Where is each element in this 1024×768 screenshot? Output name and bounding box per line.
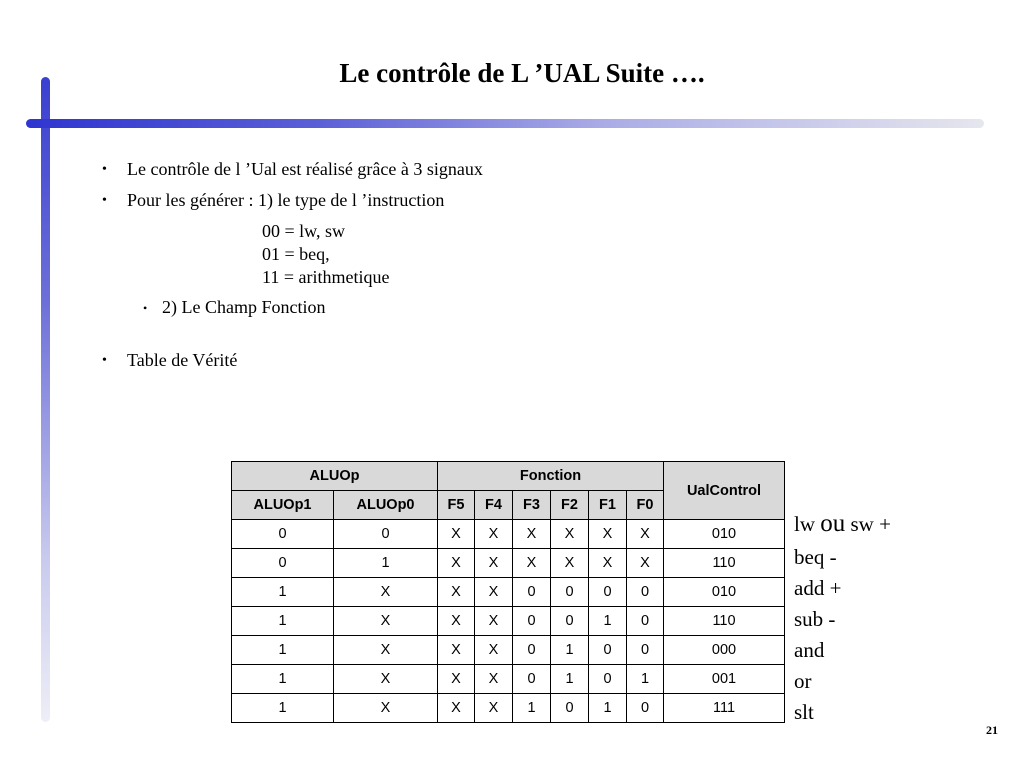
- table-row: [232, 636, 785, 665]
- table-cell: X: [589, 549, 627, 578]
- subline-2: 01 = beq,: [262, 244, 330, 264]
- table-cell: X: [438, 549, 475, 578]
- side-label-5: and: [794, 638, 825, 662]
- table-cell: X: [475, 694, 513, 723]
- table-cell: X: [551, 549, 589, 578]
- table-cell: X: [334, 665, 438, 694]
- side-label-1: [794, 510, 891, 538]
- table-cell: X: [475, 607, 513, 636]
- table-cell: 0: [551, 694, 589, 723]
- col-f1: F1: [589, 491, 627, 520]
- table-cell: X: [475, 665, 513, 694]
- slide-title: Le contrôle de L ’UAL Suite ….: [339, 58, 705, 88]
- header-ualcontrol: UalControl: [664, 462, 785, 520]
- col-f4: F4: [475, 491, 513, 520]
- table-cell: 1: [232, 694, 334, 723]
- table-cell: 0: [627, 694, 664, 723]
- bullet-text-3: 2) Le Champ Fonction: [162, 297, 326, 317]
- table-cell: 110: [664, 549, 785, 578]
- table-cell: 111: [664, 694, 785, 723]
- table-row: [232, 520, 785, 549]
- table-cell: 1: [232, 636, 334, 665]
- table-cell: 110: [664, 607, 785, 636]
- table-cell: 010: [664, 578, 785, 607]
- page-number: 21: [986, 723, 998, 737]
- table-cell: 0: [627, 636, 664, 665]
- table-row: [232, 549, 785, 578]
- table-row: [232, 694, 785, 723]
- col-f2: F2: [551, 491, 589, 520]
- table-cell: X: [334, 636, 438, 665]
- table-cell: 0: [627, 578, 664, 607]
- table-cell: X: [438, 665, 475, 694]
- table-cell: X: [513, 549, 551, 578]
- table-cell: 0: [627, 607, 664, 636]
- col-f5: F5: [438, 491, 475, 520]
- bullet-dot: •: [143, 301, 148, 315]
- table-cell: 1: [513, 694, 551, 723]
- header-fonction: Fonction: [438, 462, 664, 491]
- table-cell: X: [334, 694, 438, 723]
- table-cell: 1: [334, 549, 438, 578]
- table-cell: X: [627, 549, 664, 578]
- table-row: [232, 665, 785, 694]
- table-cell: X: [438, 578, 475, 607]
- side-label-2: beq -: [794, 545, 837, 569]
- bullet-dot: •: [102, 353, 107, 368]
- table-cell: 0: [513, 578, 551, 607]
- bullet-text-4: Table de Vérité: [127, 350, 238, 370]
- col-f0: F0: [627, 491, 664, 520]
- table-cell: X: [551, 520, 589, 549]
- side-label-7: slt: [794, 700, 814, 724]
- table-cell: 000: [664, 636, 785, 665]
- table-cell: X: [475, 549, 513, 578]
- table-cell: X: [334, 607, 438, 636]
- table-cell: 001: [664, 665, 785, 694]
- subline-3: 11 = arithmetique: [262, 267, 390, 287]
- table-cell: 0: [589, 578, 627, 607]
- table-cell: 0: [232, 520, 334, 549]
- table-row: [232, 607, 785, 636]
- table-cell: 010: [664, 520, 785, 549]
- table-cell: 1: [232, 607, 334, 636]
- table-cell: X: [438, 520, 475, 549]
- side-label-lw: lw: [794, 512, 815, 536]
- table-cell: 1: [627, 665, 664, 694]
- side-label-4: sub -: [794, 607, 836, 631]
- table-cell: X: [475, 520, 513, 549]
- table-cell: 1: [551, 665, 589, 694]
- truth-table: [231, 461, 785, 723]
- table-cell: 0: [513, 665, 551, 694]
- vertical-accent-bar: [41, 77, 50, 722]
- bullet-text-2: Pour les générer : 1) le type de l ’instruction: [127, 190, 445, 210]
- table-cell: 0: [589, 636, 627, 665]
- subline-1: 00 = lw, sw: [262, 221, 345, 241]
- horizontal-accent-bar: [26, 119, 984, 128]
- col-f3: F3: [513, 491, 551, 520]
- table-cell: X: [513, 520, 551, 549]
- table-cell: 1: [589, 694, 627, 723]
- table-row: [232, 578, 785, 607]
- table-cell: 0: [513, 636, 551, 665]
- table-cell: 0: [513, 607, 551, 636]
- table-cell: X: [589, 520, 627, 549]
- table-cell: 0: [551, 578, 589, 607]
- side-label-3: add +: [794, 576, 842, 600]
- table-cell: X: [438, 694, 475, 723]
- col-aluop1: ALUOp1: [232, 491, 334, 520]
- table-cell: 1: [232, 665, 334, 694]
- table-cell: 1: [232, 578, 334, 607]
- side-label-6: or: [794, 669, 812, 693]
- header-aluop: ALUOp: [232, 462, 438, 491]
- table-cell: X: [334, 578, 438, 607]
- bullet-dot: •: [102, 193, 107, 208]
- table-cell: X: [438, 636, 475, 665]
- table-cell: X: [475, 578, 513, 607]
- table-cell: X: [475, 636, 513, 665]
- col-aluop0: ALUOp0: [334, 491, 438, 520]
- table-cell: 0: [334, 520, 438, 549]
- side-label-ou: ou: [820, 510, 846, 537]
- table-cell: X: [438, 607, 475, 636]
- bullet-text-1: Le contrôle de l ’Ual est réalisé grâce à 3 signaux: [127, 159, 483, 179]
- table-cell: 0: [589, 665, 627, 694]
- table-cell: 1: [551, 636, 589, 665]
- table-cell: 0: [232, 549, 334, 578]
- table-cell: 0: [551, 607, 589, 636]
- table-cell: 1: [589, 607, 627, 636]
- table-cell: X: [627, 520, 664, 549]
- side-label-sw: sw +: [850, 512, 891, 536]
- bullet-dot: •: [102, 162, 107, 177]
